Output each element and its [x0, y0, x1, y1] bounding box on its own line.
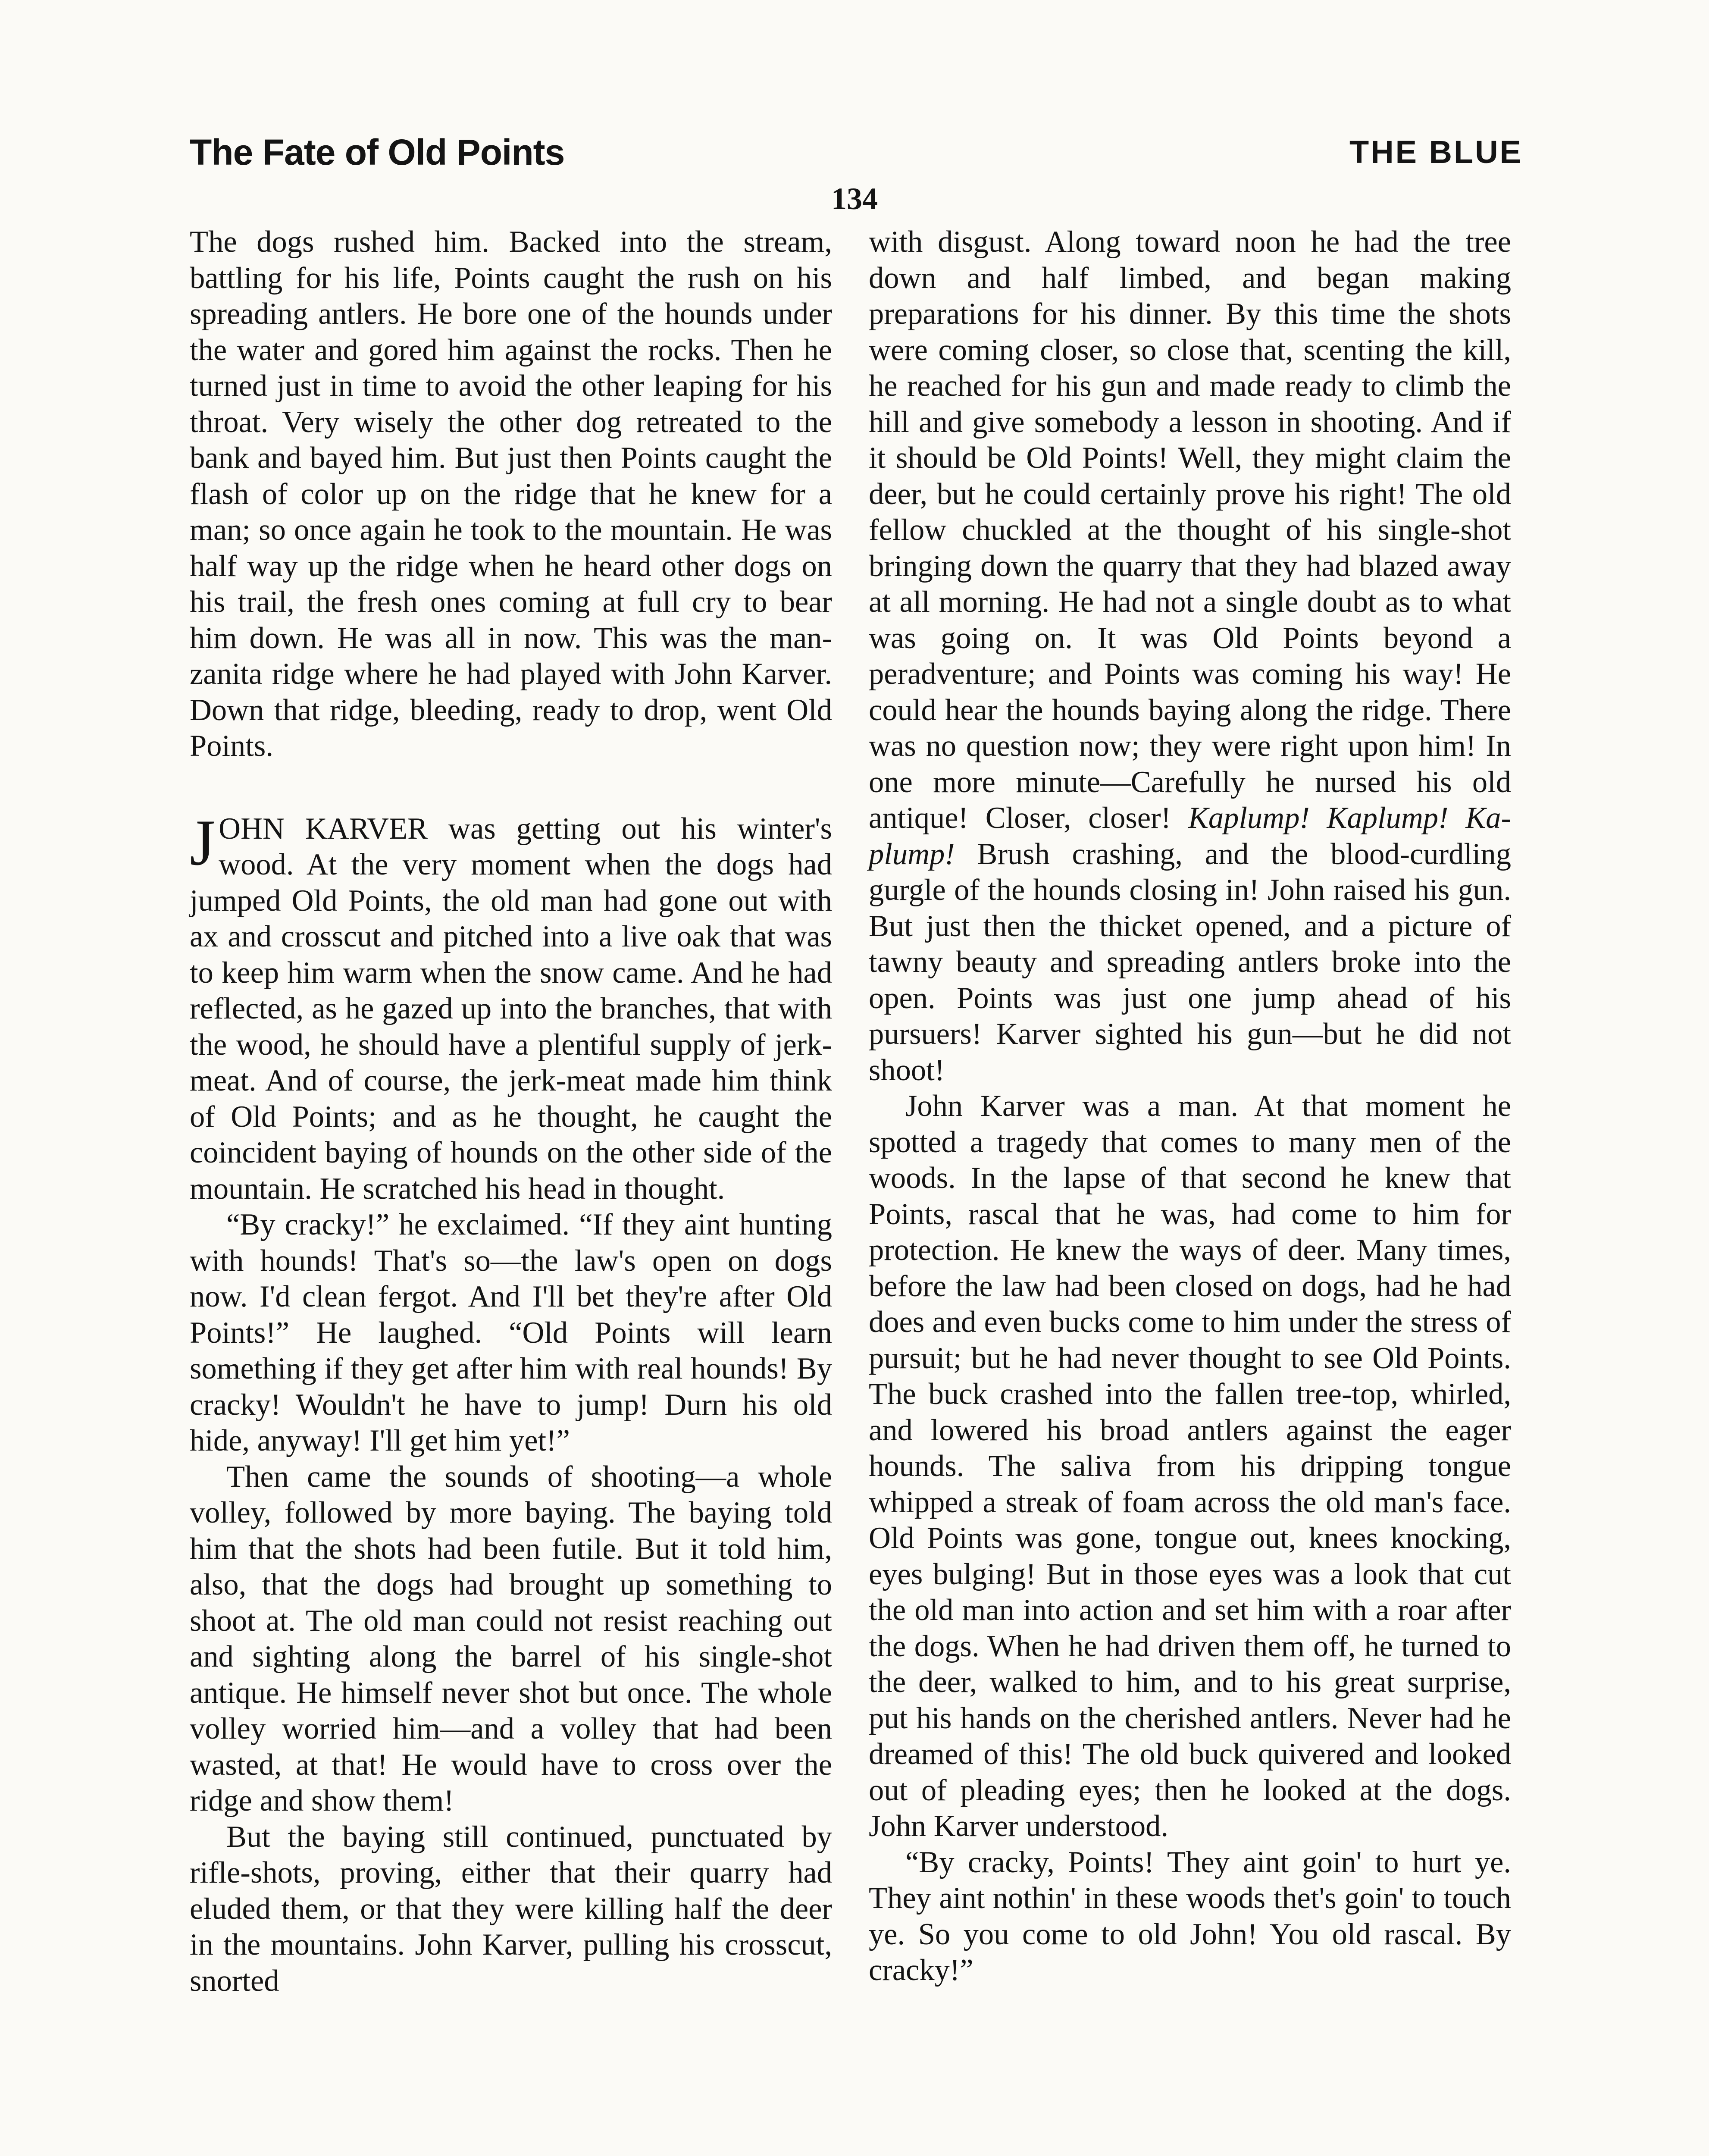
- paragraph-text: Brush crashing, and the blood-curdling gurgle of the hounds closing in! John raised his gun. But just then the thicket opened, and a picture of tawny beauty and spreading antlers broke into the open. Points was just one jump ahead of his pursuers! Karver sighted his gun—but he did not shoot!: [869, 837, 1511, 1087]
- story-title: The Fate of Old Points: [190, 132, 565, 172]
- magazine-name: THE BLUE: [1349, 134, 1523, 170]
- drop-cap: J: [190, 806, 216, 879]
- italic-sound-effect: Kaplump! Kaplump! Kaplump!: [869, 801, 1511, 871]
- paragraph: Then came the sounds of shooting—a whole volley, followed by more baying. The baying told him that the shots had been futile. But it told him, also, that the dogs had brought up something to shoot at. The old man could not resist reaching out and sighting along the barrel of his single-shot antique. He himself never shot but once. The whole volley worried him—and a volley that had been wasted, at that! He would have to cross over the ridge and show them!: [190, 1460, 832, 1818]
- paragraph: John Karver was a man. At that moment he spotted a tragedy that comes to many men of the woods. In the lapse of that second he knew that Points, rascal that he was, had come to him for protection. He knew the ways of deer. Many times, before the law had been closed on dogs, had he had does and even bucks come to him under the stress of pursuit; but he had never thought to see Old Points. The buck crashed into the fallen tree-top, whirled, and lowered his broad antlers against the eager hounds. The saliva from his dripping tongue whipped a streak of foam across the old man's face. Old Points was gone, tongue out, knees knocking, eyes bulging! But in those eyes was a look that cut the old man into action and set him with a roar after the dogs. When he had driven them off, he turned to the deer, walked to him, and to his great surprise, put his hands on the cherished antlers. Never had he dreamed of this! The old buck quivered and looked out of pleading eyes; then he looked at the dogs. John Karver understood.: [869, 1089, 1511, 1843]
- paragraph-text: with disgust. Along toward noon he had the tree down and half limbed, and began making preparations for his dinner. By this time the shots were coming closer, so close that, scenting the kill, he reached for his gun and made ready to climb the hill and give somebody a lesson in shooting. And if it should be Old Points! Well, they might claim the deer, but he could certainly prove his right! The old fellow chuckled at the thought of his single-shot bringing down the quarry that they had blazed away at all morning. He had not a single doubt as to what was going on. It was Old Points beyond a peradventure; and Points was coming his way! He could hear the hounds baying along the ridge. There was no question now; they were right upon him! In one more minute—Carefully he nursed his old antique! Closer, closer!: [869, 225, 1511, 835]
- section-opening-paragraph: [190, 806, 832, 1207]
- right-column: [869, 224, 1511, 1989]
- page-number: 134: [831, 182, 878, 216]
- paragraph: “By cracky, Points! They aint goin' to hurt ye. They aint nothin' in these woods thet's goin' to touch ye. So you come to old John! You old rascal. By cracky!”: [869, 1845, 1511, 1987]
- paragraph: But the baying still continued, punctuated by rifle-shots, proving, either that their quarry had eluded them, or that they were killing half the deer in the mountains. John Karver, pulling his crosscut, snorted: [190, 1820, 832, 1998]
- paragraph: “By cracky!” he exclaimed. “If they aint hunting with hounds! That's so—the law's open on dogs now. I'd clean fergot. And I'll bet they're after Old Points!” He laughed. “Old Points will learn something if they get after him with real hounds! By cracky! Wouldn't he have to jump! Durn his old hide, anyway! I'll get him yet!”: [190, 1208, 832, 1457]
- left-column: [190, 224, 832, 1999]
- paragraph: The dogs rushed him. Backed into the stream, battling for his life, Points caught the rush on his spreading antlers. He bore one of the hounds under the water and gored him against the rocks. Then he turned just in time to avoid the other leaping for his throat. Very wisely the other dog retreated to the bank and bayed him. But just then Points caught the flash of color up on the ridge that he knew for a man; so once again he took to the mountain. He was half way up the ridge when he heard other dogs on his trail, the fresh ones coming at full cry to bear him down. He was all in now. This was the manzanita ridge where he had played with John Karver. Down that ridge, bleeding, ready to drop, went Old Points.: [190, 225, 832, 763]
- paragraph-text: OHN KARVER was getting out his winter's wood. At the very moment when the dogs had jumped Old Points, the old man had gone out with ax and crosscut and pitched into a live oak that was to keep him warm when the snow came. And he had reflected, as he gazed up into the branches, that with the wood, he should have a plentiful supply of jerk-meat. And of course, the jerk-meat made him think of Old Points; and as he thought, he caught the coincident baying of hounds on the other side of the mountain. He scratched his head in thought.: [190, 812, 832, 1206]
- paragraph: [869, 224, 1511, 1088]
